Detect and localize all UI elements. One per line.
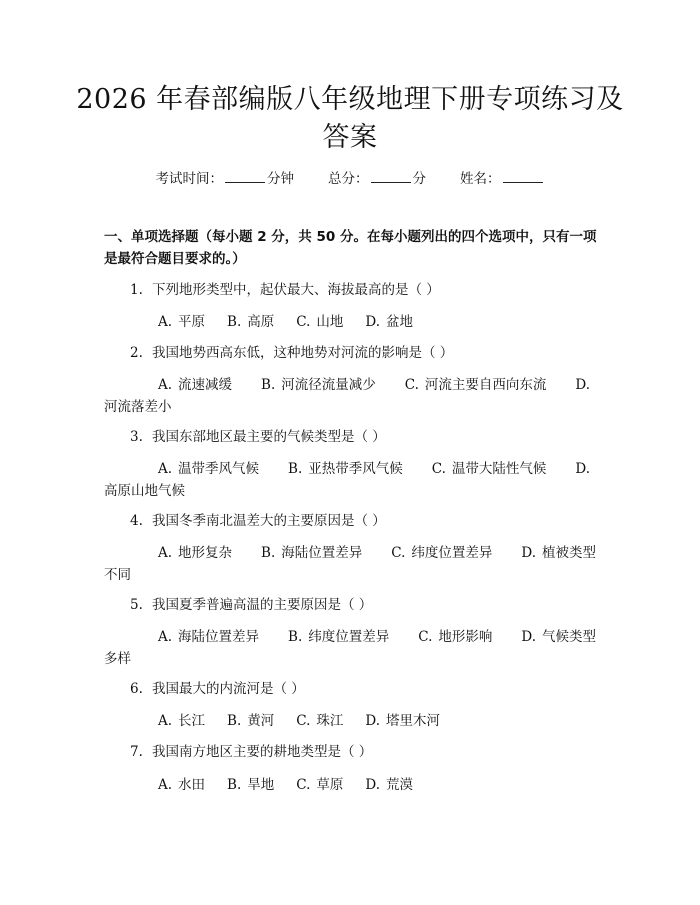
question-text: 下列地形类型中，起伏最大、海拔最高的是（ ） — [152, 282, 440, 298]
question-3-options — [104, 458, 596, 502]
option-d: D. — [575, 377, 590, 393]
option-wrap-text: 不同 — [104, 567, 131, 583]
question-number: 7. — [130, 744, 143, 760]
section-heading — [104, 226, 604, 270]
question-number: 1. — [130, 282, 143, 298]
question-text: 我国南方地区主要的耕地类型是（ ） — [152, 744, 373, 760]
option-wrap-text: 多样 — [104, 651, 131, 667]
section-heading-line1: 一、单项选择题（每小题 2 分，共 50 分。在每小题列出的四个选项中，只有一项 — [104, 229, 597, 245]
document-title-line2: 答案 — [322, 122, 378, 153]
option-c: C. 温带大陆性气候 — [431, 461, 547, 477]
option-b: B. 高原 — [227, 314, 275, 330]
question-6-options — [104, 710, 596, 732]
question-number: 6. — [130, 681, 143, 697]
option-wrap-text: 高原山地气候 — [104, 483, 185, 499]
question-number: 3. — [130, 429, 143, 445]
question-2 — [130, 343, 453, 363]
question-text: 我国地势西高东低，这种地势对河流的影响是（ ） — [152, 345, 454, 361]
option-a: A. 海陆位置差异 — [158, 629, 260, 645]
question-number: 4. — [130, 513, 143, 529]
option-a: A. 长江 — [158, 713, 206, 729]
option-wrap-text: 河流落差小 — [104, 399, 172, 415]
option-d: D. — [575, 461, 590, 477]
exam-time-label: 考试时间： — [155, 171, 223, 187]
option-a: A. 温带季风气候 — [158, 461, 260, 477]
total-score-field — [328, 168, 426, 189]
question-4-options — [104, 542, 596, 586]
total-score-unit: 分 — [412, 171, 426, 187]
option-d: D. 植被类型 — [521, 545, 596, 561]
document-title-line1: 2026 年春部编版八年级地理下册专项练习及 — [76, 84, 624, 115]
question-number: 5. — [130, 597, 143, 613]
option-b: B. 旱地 — [227, 777, 275, 793]
question-2-options — [104, 374, 596, 418]
option-d: D. 塔里木河 — [365, 713, 441, 729]
option-a: A. 水田 — [158, 777, 206, 793]
exam-time-unit: 分钟 — [267, 171, 294, 187]
section-heading-line2: 是最符合题目要求的。） — [104, 251, 246, 267]
question-6 — [130, 679, 305, 699]
question-text: 我国东部地区最主要的气候类型是（ ） — [152, 429, 386, 445]
exam-time-field — [156, 168, 295, 189]
option-c: C. 地形影响 — [418, 629, 493, 645]
question-4 — [130, 511, 386, 531]
question-1 — [130, 280, 440, 300]
question-3 — [130, 427, 386, 447]
option-c: C. 山地 — [296, 314, 344, 330]
question-1-options — [104, 311, 596, 333]
student-name-field — [460, 168, 545, 189]
student-name-label: 姓名： — [460, 171, 501, 187]
question-text: 我国夏季普遍高温的主要原因是（ ） — [152, 597, 373, 613]
option-d: D. 荒漠 — [365, 777, 414, 793]
question-5 — [130, 595, 372, 615]
option-b: B. 纬度位置差异 — [288, 629, 390, 645]
option-c: C. 纬度位置差异 — [391, 545, 493, 561]
option-b: B. 海陆位置差异 — [261, 545, 363, 561]
option-a: A. 流速减缓 — [158, 377, 233, 393]
option-a: A. 地形复杂 — [158, 545, 233, 561]
question-number: 2. — [130, 345, 143, 361]
question-5-options — [104, 626, 596, 670]
question-7-options — [104, 774, 596, 796]
option-d: D. 气候类型 — [521, 629, 596, 645]
exam-time-blank — [225, 168, 265, 183]
question-7 — [130, 742, 372, 762]
question-text: 我国冬季南北温差大的主要原因是（ ） — [152, 513, 386, 529]
option-c: C. 草原 — [296, 777, 344, 793]
option-a: A. 平原 — [158, 314, 206, 330]
total-score-blank — [371, 168, 411, 183]
option-b: B. 河流径流量减少 — [261, 377, 376, 393]
option-d: D. 盆地 — [365, 314, 414, 330]
student-name-blank — [503, 168, 543, 183]
exam-meta-row — [0, 168, 700, 189]
total-score-label: 总分： — [328, 171, 369, 187]
option-c: C. 河流主要自西向东流 — [404, 377, 547, 393]
option-b: B. 亚热带季风气候 — [288, 461, 403, 477]
option-b: B. 黄河 — [227, 713, 275, 729]
option-c: C. 珠江 — [296, 713, 344, 729]
question-text: 我国最大的内流河是（ ） — [152, 681, 305, 697]
